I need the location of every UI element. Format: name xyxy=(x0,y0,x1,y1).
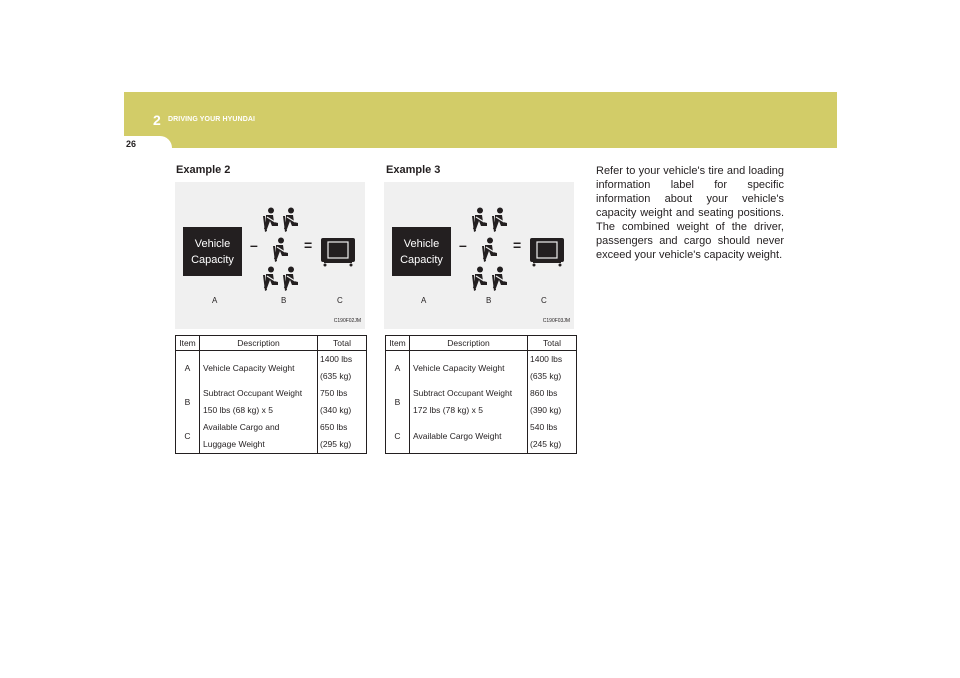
row-total xyxy=(528,351,577,386)
header-description: Description xyxy=(410,336,528,351)
row-total xyxy=(528,385,577,419)
desc-line1: Vehicle Capacity Weight xyxy=(413,362,505,373)
occupant-icon xyxy=(261,207,279,233)
vehicle-capacity-line1: Vehicle xyxy=(403,237,440,250)
total-lbs: 540 lbs xyxy=(530,422,558,432)
occupant-icon xyxy=(480,237,498,263)
occupant-icon xyxy=(261,266,279,292)
desc-line1: Vehicle Capacity Weight xyxy=(203,362,295,373)
total-lbs: 650 lbs xyxy=(320,422,348,432)
table-row xyxy=(176,419,367,454)
label-c: C xyxy=(337,296,343,305)
occupant-icon xyxy=(470,266,488,292)
label-a: A xyxy=(421,296,427,305)
equals-sign: = xyxy=(304,237,313,253)
header-total: Total xyxy=(318,336,367,351)
table-header-row xyxy=(386,336,577,351)
vehicle-capacity-line2: Capacity xyxy=(400,253,443,266)
occupant-icon xyxy=(281,266,299,292)
occupant-icon xyxy=(271,237,289,263)
row-description xyxy=(410,419,528,454)
row-total xyxy=(318,419,367,454)
chapter-number: 2 xyxy=(153,112,161,128)
row-item: B xyxy=(176,385,200,419)
table-row xyxy=(386,385,577,419)
example-2-title: Example 2 xyxy=(176,164,231,176)
example-2-table xyxy=(175,335,367,454)
row-item: B xyxy=(386,385,410,419)
total-lbs: 1400 lbs xyxy=(530,354,563,364)
vehicle-capacity-box xyxy=(392,227,451,276)
header-item: Item xyxy=(386,336,410,351)
desc-line2: 172 lbs (78 kg) x 5 xyxy=(413,405,483,415)
header-item: Item xyxy=(176,336,200,351)
row-item: C xyxy=(176,419,200,454)
header-description: Description xyxy=(200,336,318,351)
row-item: C xyxy=(386,419,410,454)
total-kg: (635 kg) xyxy=(530,371,562,381)
desc-line1: Subtract Occupant Weight xyxy=(413,388,513,398)
row-description xyxy=(410,385,528,419)
cargo-box-icon xyxy=(320,237,356,267)
minus-sign: – xyxy=(459,237,467,253)
table-row xyxy=(176,351,367,386)
chapter-title: DRIVING YOUR HYUNDAI xyxy=(168,116,256,123)
row-total xyxy=(318,385,367,419)
example-3-table xyxy=(385,335,577,454)
total-kg: (635 kg) xyxy=(320,371,352,381)
total-kg: (340 kg) xyxy=(320,405,352,415)
cargo-box-icon xyxy=(529,237,565,267)
desc-line2: 150 lbs (68 kg) x 5 xyxy=(203,405,273,415)
minus-sign: – xyxy=(250,237,258,253)
total-lbs: 1400 lbs xyxy=(320,354,353,364)
total-kg: (295 kg) xyxy=(320,439,352,449)
vehicle-capacity-line2: Capacity xyxy=(191,253,234,266)
figure-code: C190F03JM xyxy=(542,318,570,324)
label-c: C xyxy=(541,296,547,305)
table-row xyxy=(386,419,577,454)
label-b: B xyxy=(281,296,287,305)
occupant-icon xyxy=(470,207,488,233)
body-paragraph: Refer to your vehicle's tire and loading information label for specific information about your vehicle's capacity weight and seating positions. The combined weight of the driver, passengers and cargo should never exceed your vehicle's capacity weight. xyxy=(596,165,784,261)
total-lbs: 750 lbs xyxy=(320,388,348,398)
table-header-row xyxy=(176,336,367,351)
total-lbs: 860 lbs xyxy=(530,388,558,398)
row-description xyxy=(200,419,318,454)
table-row xyxy=(386,351,577,386)
row-description xyxy=(410,351,528,386)
label-b: B xyxy=(486,296,492,305)
row-description xyxy=(200,385,318,419)
desc-line1: Available Cargo and xyxy=(203,422,280,432)
vehicle-capacity-box xyxy=(183,227,242,276)
page-number: 26 xyxy=(126,139,137,149)
desc-line1: Subtract Occupant Weight xyxy=(203,388,303,398)
total-kg: (390 kg) xyxy=(530,405,562,415)
figure-code: C190F02JM xyxy=(333,318,361,324)
vehicle-capacity-line1: Vehicle xyxy=(194,237,231,250)
occupant-icon xyxy=(281,207,299,233)
example-3-title: Example 3 xyxy=(386,164,441,176)
occupant-icon xyxy=(490,207,508,233)
table-row xyxy=(176,385,367,419)
row-item: A xyxy=(386,351,410,386)
row-total xyxy=(318,351,367,386)
equals-sign: = xyxy=(513,237,522,253)
example-2-figure xyxy=(175,182,365,329)
total-kg: (245 kg) xyxy=(530,439,562,449)
row-item: A xyxy=(176,351,200,386)
example-3-figure xyxy=(384,182,574,329)
header-total: Total xyxy=(528,336,577,351)
row-description xyxy=(200,351,318,386)
desc-line2: Luggage Weight xyxy=(203,439,265,449)
row-total xyxy=(528,419,577,454)
label-a: A xyxy=(212,296,218,305)
occupant-icon xyxy=(490,266,508,292)
desc-line1: Available Cargo Weight xyxy=(413,430,502,441)
